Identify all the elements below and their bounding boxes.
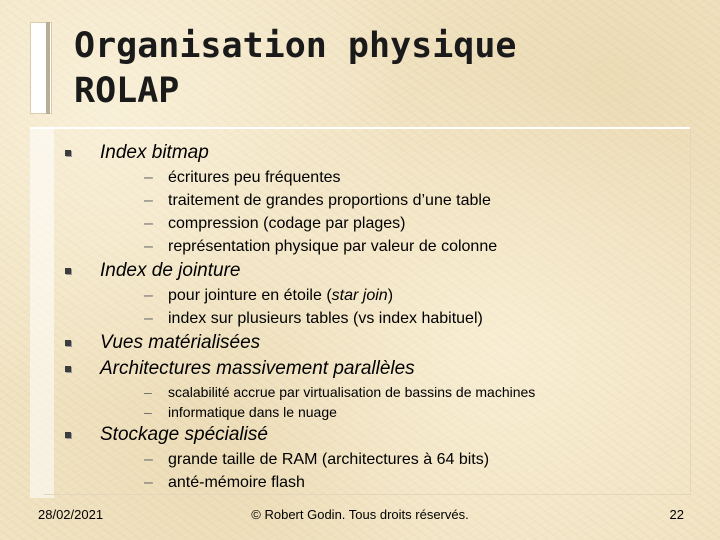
bullet-index-de-jointure [64, 258, 684, 330]
footer-copyright: © Robert Godin. Tous droits réservés. [251, 507, 469, 522]
sub-bullet [100, 212, 684, 235]
page-number: 22 [669, 507, 684, 522]
sub-bullet [100, 307, 684, 330]
sub-bullet-text: grande taille de RAM (architectures à 64 bits) [168, 451, 490, 468]
dash-icon: – [144, 238, 153, 255]
sub-bullet-list [100, 448, 684, 494]
sub-bullet [100, 235, 684, 258]
sub-bullet-text: écritures peu fréquentes [168, 169, 341, 186]
dash-icon: – [144, 451, 153, 468]
bullet-architectures-paralleles [64, 356, 684, 422]
bullet-label: Index bitmap [100, 142, 209, 163]
square-bullet-icon [65, 432, 71, 438]
bullet-vues-materialisees [64, 330, 684, 356]
sub-bullet-text: représentation physique par valeur de colonne [168, 238, 498, 255]
dash-icon: – [144, 404, 152, 420]
sub-bullet [100, 166, 684, 189]
bullet-label: Vues matérialisées [100, 332, 261, 353]
sub-bullet-text-before: pour jointure en étoile ( [168, 287, 332, 304]
sub-bullet-text: compression (codage par plages) [168, 215, 406, 232]
sub-bullet-text: traitement de grandes proportions d’une table [168, 192, 491, 209]
slide-title-line-1: Organisation physique [74, 26, 517, 66]
square-bullet-icon [65, 340, 71, 346]
dash-icon: – [144, 287, 153, 304]
dash-icon: – [144, 474, 153, 491]
bullet-list [64, 140, 684, 494]
title-accent-shadow [46, 22, 50, 114]
bullet-stockage-specialise [64, 422, 684, 494]
bullet-label: Architectures massivement parallèles [100, 358, 415, 379]
sub-bullet-text-after: ) [387, 287, 394, 304]
sub-bullet [100, 402, 684, 422]
sub-bullet-list [100, 382, 684, 422]
sub-bullet-italic-term: star join [331, 287, 388, 304]
sub-bullet-text: anté-mémoire flash [168, 474, 305, 491]
sub-bullet-list [100, 284, 684, 330]
sub-bullet-text: informatique dans le nuage [168, 404, 337, 420]
sub-bullet [100, 471, 684, 494]
sub-bullet-list [100, 166, 684, 258]
sub-bullet [100, 284, 684, 307]
slide-title [74, 24, 517, 114]
slide-title-line-2: ROLAP [74, 71, 180, 111]
square-bullet-icon [65, 150, 71, 156]
bullet-label: Index de jointure [100, 260, 241, 281]
dash-icon: – [144, 169, 153, 186]
square-bullet-icon [65, 366, 71, 372]
sub-bullet [100, 382, 684, 402]
dash-icon: – [144, 384, 152, 400]
square-bullet-icon [65, 268, 71, 274]
sub-bullet-text: scalabilité accrue par virtualisation de bassins de machines [168, 384, 536, 400]
sub-bullet-text: index sur plusieurs tables (vs index habituel) [168, 310, 483, 327]
dash-icon: – [144, 310, 153, 327]
footer-date: 28/02/2021 [38, 507, 104, 522]
bullet-index-bitmap [64, 140, 684, 258]
dash-icon: – [144, 192, 153, 209]
bullet-label: Stockage spécialisé [100, 424, 268, 445]
sub-bullet [100, 448, 684, 471]
dash-icon: – [144, 215, 153, 232]
sub-bullet [100, 189, 684, 212]
